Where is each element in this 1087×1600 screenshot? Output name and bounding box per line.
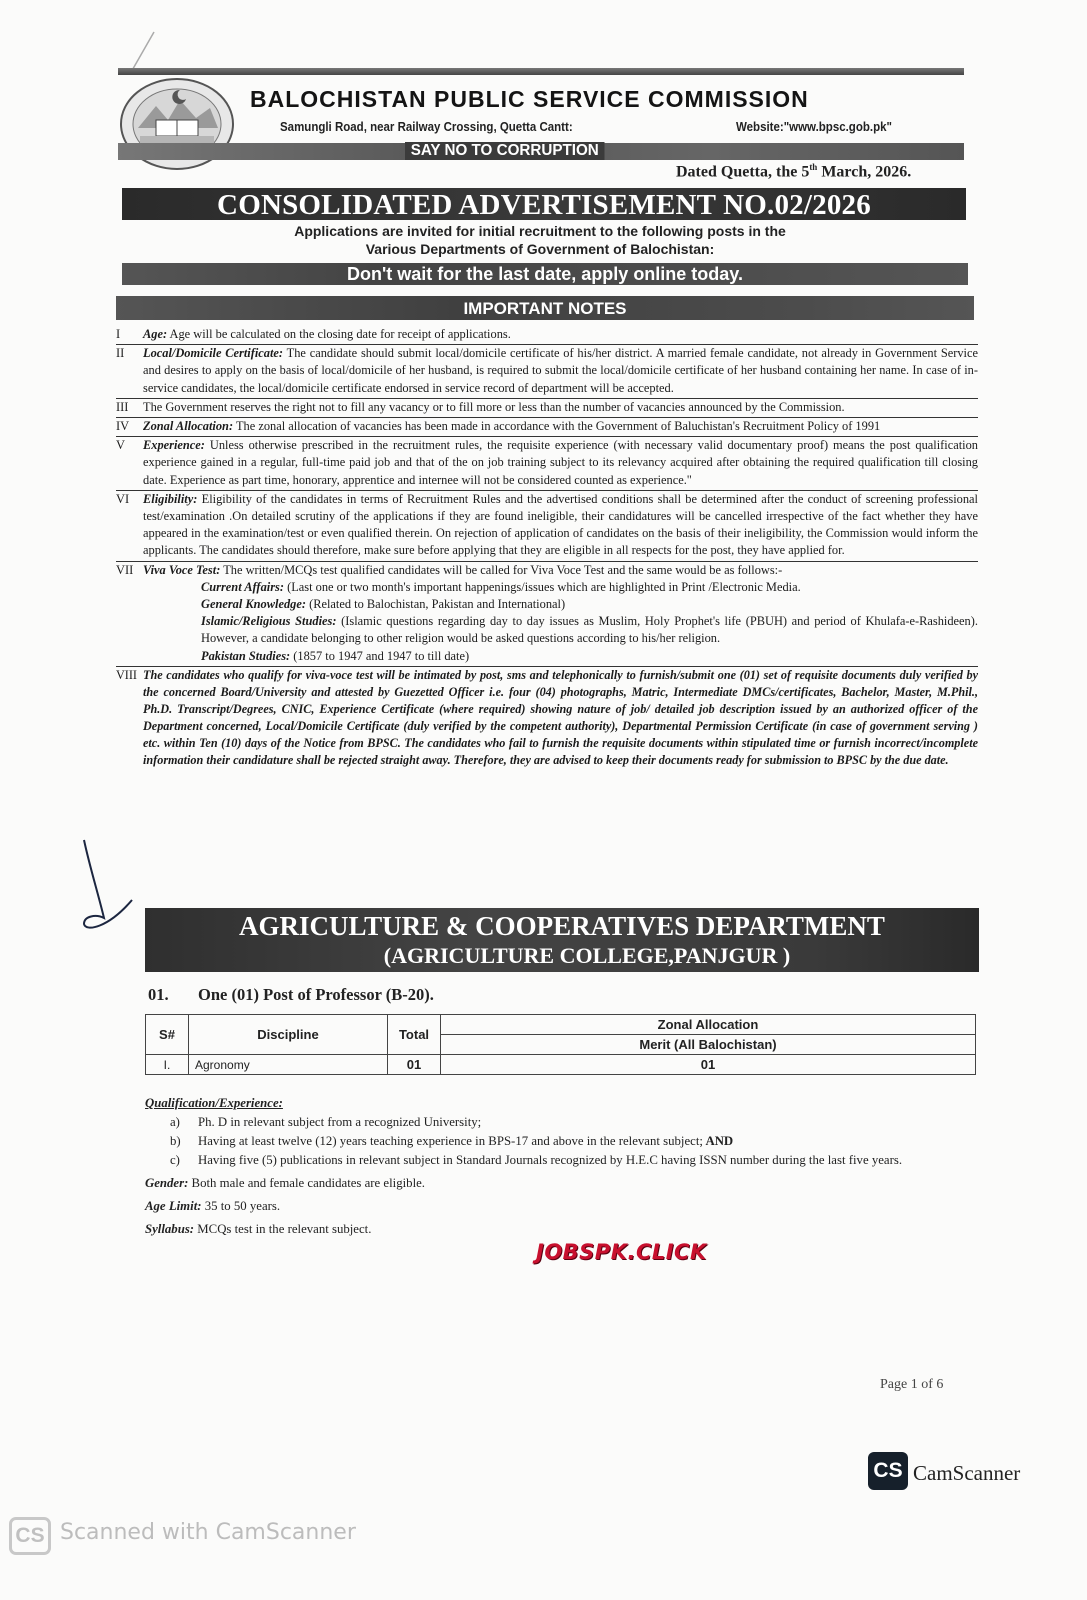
- note-text: The candidates who qualify for viva-voce test will be intimated by post, sms and telephonically to furnish/submit one (01) set of requisite documents duly verified by the concerned Board/University and attested by Guezetted Officer i.e. four (04) photographs, Matric, Intermediate DMCs/certificates, Bachelor, Master, M.Phil., Ph.D. Transcript/Degrees, CNIC, Experience Certificate (where required) showing nature of job/ detailed job description issued by an authorized officer of the Department concerned, Local/Domicile Certificate (duly verified by the competent authority), Departmental Permission Certificate (in case of government serving ) etc. within Ten (10) days of the Notice from BPSC. The candidates who fail to furnish the requisite documents within stipulated time or furnish incorrect/incomplete information their candidature shall be rejected straight away. Therefore, they are advised to keep their documents ready for submission to BPSC by the due date.: [143, 667, 978, 767]
- viva-sub-text: (1857 to 1947 and 1947 to till date): [290, 648, 470, 663]
- age-limit-field: [145, 1197, 985, 1216]
- note-body: [143, 562, 978, 665]
- viva-sub-label: General Knowledge:: [201, 597, 306, 612]
- note-item: [116, 437, 978, 491]
- table-row: [146, 1055, 976, 1075]
- handwritten-checkmark-icon: [78, 838, 138, 933]
- field-value: 35 to 50 years.: [201, 1199, 281, 1213]
- note-number: VIII: [116, 667, 137, 682]
- camscanner-brand: CamScanner: [913, 1461, 1021, 1485]
- field-label: Age Limit:: [145, 1199, 202, 1213]
- important-notes-heading: IMPORTANT NOTES: [463, 299, 627, 318]
- qualification-item: [170, 1113, 985, 1132]
- date-line: [676, 162, 911, 181]
- date-superscript: th: [809, 162, 818, 172]
- field-label: Gender:: [145, 1176, 189, 1190]
- note-body: [143, 437, 978, 489]
- note-number: V: [116, 438, 125, 453]
- date-suffix: March, 2026.: [817, 163, 912, 181]
- item-text-wrap: [198, 1132, 733, 1151]
- cell-merit: 01: [441, 1055, 976, 1075]
- cell-sno: I.: [146, 1055, 189, 1075]
- post-title: One (01) Post of Professor (B-20).: [198, 985, 434, 1004]
- site-watermark: JOBSPK.CLICK: [536, 1240, 707, 1264]
- note-body: [143, 491, 978, 560]
- note-body: [143, 418, 978, 435]
- col-header-merit: Merit (All Balochistan): [441, 1035, 976, 1055]
- viva-sub-item: [143, 648, 978, 665]
- note-number: II: [116, 346, 125, 361]
- syllabus-field: [145, 1220, 985, 1239]
- note-item: [116, 345, 978, 399]
- note-number: IV: [116, 419, 130, 434]
- note-text: Eligibility of the candidates in terms of Recruitment Rules and the advertised conditions shall be determined after the conduct of screening professional test/examination .On detailed scrutiny of the applications if they are found ineligible, their candidatures will be cancelled irrespective of the fact whether they have appeared in the examination/test or even qualified therein. On rejection of application of candidates on the basis of their ineligibility, the Commission would inform the applicants. The candidates should therefore, make sure before applying that they are eligible in all respects for the post, they have applied for.: [143, 491, 978, 558]
- vacancy-table: [145, 1014, 976, 1075]
- note-label: Age:: [143, 327, 168, 341]
- gender-field: [145, 1174, 985, 1193]
- camscanner-logo-icon: CS: [868, 1452, 908, 1490]
- item-suffix: AND: [702, 1134, 734, 1148]
- intro-line-1: Applications are invited for initial recruitment to the following posts in the: [294, 223, 786, 239]
- viva-sub-text: (Last one or two month's important happenings/issues which are highlighted in Print /Electronic Media.: [283, 579, 801, 594]
- viva-sub-item: [143, 613, 978, 647]
- col-header-total: Total: [388, 1015, 441, 1055]
- note-text: The written/MCQs test qualified candidates will be called for Viva Voce Test and the same would be as follows:-: [220, 562, 783, 577]
- note-item-documents: [116, 667, 978, 770]
- note-number: VII: [116, 562, 134, 577]
- important-notes-list: [116, 326, 978, 770]
- note-item-viva-voce: [116, 562, 978, 667]
- col-header-discipline: Discipline: [189, 1015, 388, 1055]
- header-top-rule: [118, 68, 964, 75]
- viva-sub-item: [143, 579, 978, 596]
- note-label: Zonal Allocation:: [143, 419, 234, 434]
- qualification-item: [170, 1151, 985, 1170]
- organization-website: Website:"www.bpsc.gob.pk": [736, 120, 892, 134]
- advertisement-intro: [160, 222, 920, 258]
- note-body: [143, 399, 978, 416]
- note-number: III: [116, 399, 129, 414]
- item-letter: c): [170, 1153, 180, 1167]
- note-item: [116, 399, 978, 418]
- intro-line-2: Various Departments of Government of Balochistan:: [365, 241, 715, 257]
- post-number: 01.: [148, 985, 169, 1004]
- note-text: Unless otherwise prescribed in the recruitment rules, the requisite experience (with necessary valid documentary proof) means the post qualification experience gained in a regular, full-time paid job and that of the on job training subject to its relevancy acquired after obtaining the required qualification till closing date. Experience as part time, honorary, apprentice and internee will not be considered counted as experience.": [143, 438, 978, 487]
- note-label: Eligibility:: [143, 491, 198, 506]
- cell-total: 01: [388, 1055, 441, 1075]
- item-text: Having five (5) publications in relevant subject in Standard Journals recognized by H.E.C having ISSN number during the last five years.: [198, 1153, 903, 1167]
- qualification-item: [170, 1132, 985, 1151]
- advertisement-title: CONSOLIDATED ADVERTISEMENT NO.02/2026: [217, 189, 871, 221]
- viva-sub-label: Current Affairs:: [201, 579, 284, 594]
- note-body: [143, 326, 978, 343]
- viva-sub-item: [143, 596, 978, 613]
- item-letter: a): [170, 1115, 180, 1129]
- viva-sub-text: (Islamic questions regarding day to day issues as Muslim, Holy Prophet's life (PBUH) and period of Khulafa-e-Rashideen). However, a candidate belonging to other religion would be asked questions according to his/her religion.: [201, 614, 978, 646]
- organization-address: Samungli Road, near Railway Crossing, Quetta Cantt:: [280, 120, 573, 134]
- note-text: Age will be calculated on the closing date for receipt of applications.: [167, 327, 511, 341]
- date-prefix: Dated Quetta, the 5: [676, 163, 810, 181]
- qualification-section: [145, 1094, 985, 1239]
- note-item: [116, 491, 978, 562]
- department-title: AGRICULTURE & COOPERATIVES DEPARTMENT: [239, 911, 885, 941]
- cell-discipline: Agronomy: [189, 1055, 388, 1075]
- note-item: [116, 418, 978, 437]
- slogan-text: SAY NO TO CORRUPTION: [405, 142, 604, 160]
- camscanner-watermark-icon: CS: [9, 1517, 51, 1555]
- col-header-sno: S#: [146, 1015, 189, 1055]
- viva-sub-text: (Related to Balochistan, Pakistan and International): [305, 597, 566, 612]
- qualification-list: [145, 1113, 985, 1170]
- note-label: Local/Domicile Certificate:: [143, 346, 284, 361]
- qualification-heading: Qualification/Experience:: [145, 1096, 283, 1110]
- note-number: VI: [116, 491, 130, 506]
- note-label: Viva Voce Test:: [143, 562, 221, 577]
- note-text: The candidate should submit local/domicile certificate of his/her district. A married female candidate, not already in Government Service and desires to apply on the basis of local/domicile of her husband, is required to submit the local/domicile certificate of her husband containing her name. In case of in-service candidates, the local/domicile certificate endorsed in service record of department will be accepted.: [143, 346, 978, 395]
- item-text: Ph. D in relevant subject from a recognized University;: [198, 1115, 482, 1129]
- field-label: Syllabus:: [145, 1222, 195, 1236]
- note-text: The Government reserves the right not to fill any vacancy or to fill more or less than the number of vacancies announced by the Commission.: [143, 399, 845, 414]
- page-number: Page 1 of 6: [880, 1377, 944, 1392]
- note-label: Experience:: [143, 438, 205, 453]
- post-heading: [148, 985, 434, 1005]
- col-header-zonal: Zonal Allocation: [441, 1015, 976, 1035]
- viva-sub-label: Pakistan Studies:: [201, 648, 291, 663]
- item-text: Having at least twelve (12) years teaching experience in BPS-17 and above in the relevant subject;: [198, 1134, 703, 1148]
- field-value: MCQs test in the relevant subject.: [194, 1222, 372, 1236]
- note-number: I: [116, 327, 121, 341]
- field-value: Both male and female candidates are eligible.: [188, 1176, 426, 1190]
- note-item: [116, 326, 978, 345]
- scanned-with-text: Scanned with CamScanner: [60, 1520, 356, 1545]
- viva-sub-label: Islamic/Religious Studies:: [201, 614, 337, 629]
- organization-name: BALOCHISTAN PUBLIC SERVICE COMMISSION: [250, 86, 809, 112]
- note-body: [143, 345, 978, 397]
- item-letter: b): [170, 1134, 181, 1148]
- apply-online-text: Don't wait for the last date, apply online today.: [347, 264, 743, 284]
- note-text: The zonal allocation of vacancies has been made in accordance with the Government of Baluchistan's Recruitment Policy of 1991: [233, 419, 881, 434]
- department-subtitle: (AGRICULTURE COLLEGE,PANJGUR ): [383, 943, 791, 968]
